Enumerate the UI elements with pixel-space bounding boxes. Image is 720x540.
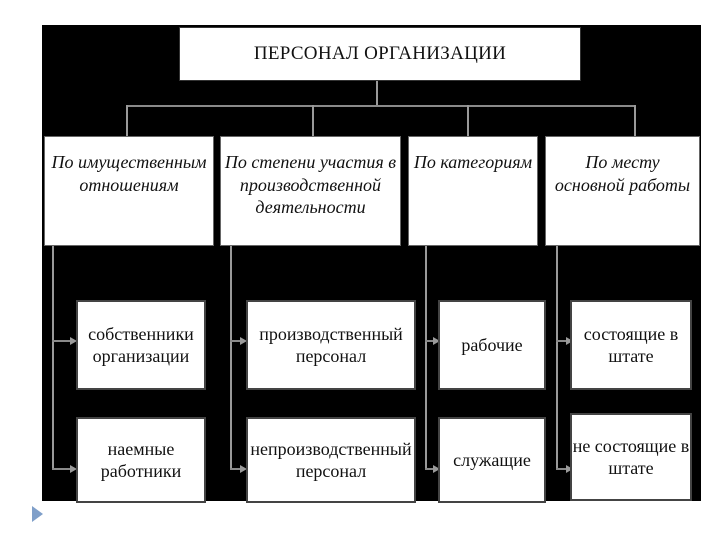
branch-1-1 <box>52 340 72 342</box>
item-workers: рабочие <box>438 300 546 390</box>
trunk-3 <box>425 246 427 469</box>
connector-cat-4 <box>634 105 636 136</box>
item-owners: собственники организации <box>76 300 206 390</box>
category-main-workplace: По месту основной работы <box>545 136 700 246</box>
connector-top-horizontal <box>126 105 636 107</box>
item-on-staff: состоящие в штате <box>570 300 692 390</box>
slide-bullet-icon <box>32 506 43 522</box>
connector-cat-2 <box>312 105 314 136</box>
connector-cat-3 <box>467 105 469 136</box>
connector-title-down <box>376 80 378 106</box>
category-production-participation: По степени участия в производственной деятельности <box>220 136 401 246</box>
category-property-relations: По имущественным отношениям <box>44 136 214 246</box>
trunk-4 <box>556 246 558 469</box>
branch-1-2 <box>52 468 72 470</box>
chart-title: ПЕРСОНАЛ ОРГАНИЗАЦИИ <box>180 28 580 80</box>
trunk-1 <box>52 246 54 469</box>
trunk-2 <box>230 246 232 469</box>
organization-chart <box>42 25 701 501</box>
item-employees: служащие <box>438 417 546 503</box>
item-production-staff: производственный персонал <box>246 300 416 390</box>
item-hired-workers: наемные работники <box>76 417 206 503</box>
category-categories: По категориям <box>408 136 538 246</box>
item-non-production-staff: непроизводственный персонал <box>246 417 416 503</box>
item-not-on-staff: не состоящие в штате <box>570 413 692 501</box>
connector-cat-1 <box>126 105 128 136</box>
